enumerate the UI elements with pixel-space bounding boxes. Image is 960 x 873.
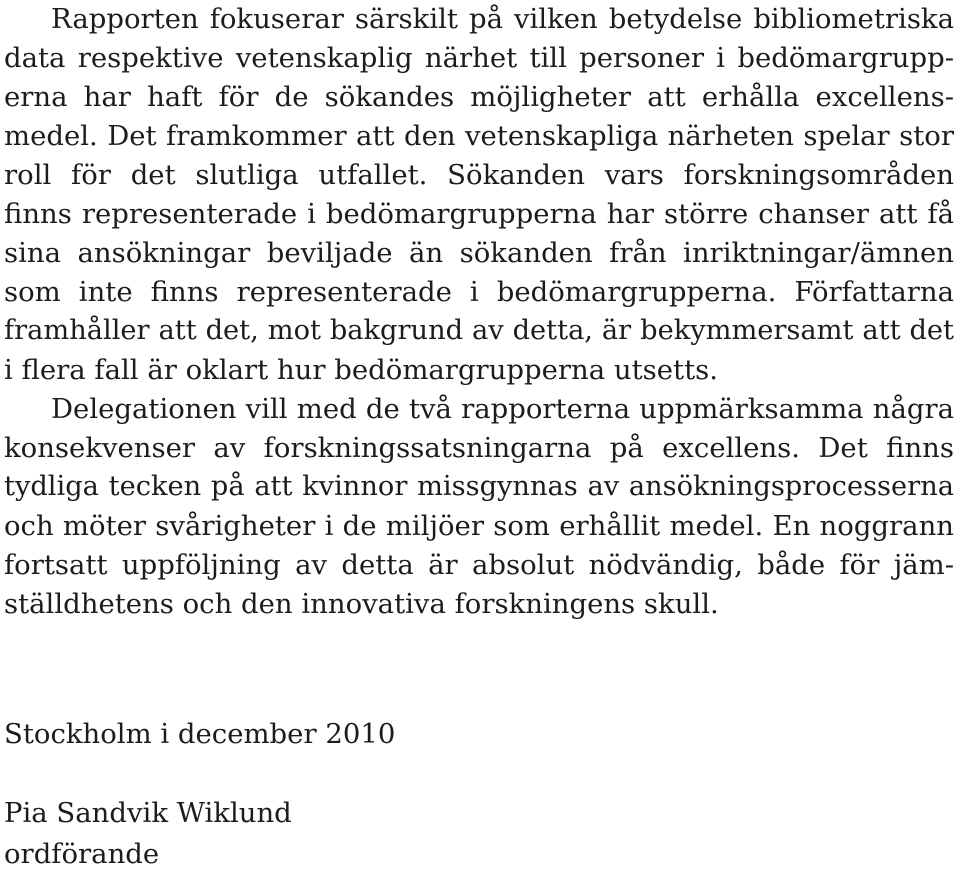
paragraph-1-line-10: i flera fall är oklart hur bedömargrupperna utsetts. xyxy=(4,354,718,386)
signatory-role: ordförande xyxy=(4,838,160,870)
place-and-date: Stockholm i december 2010 xyxy=(4,718,396,750)
paragraph-2-line-1: Delegationen vill med de två rapporterna uppmärksamma några xyxy=(51,393,954,425)
signatory-name: Pia Sandvik Wiklund xyxy=(4,797,292,829)
paragraph-1-line-9: framhåller att det, mot bakgrund av detta, är bekymmersamt att det xyxy=(4,315,954,346)
paragraph-2-line-4: och möter svårigheter i de miljöer som erhållit medel. En noggrann xyxy=(4,510,954,542)
paragraph-1-line-8: som inte finns representerade i bedömargrupperna. Författarna xyxy=(4,276,954,308)
paragraph-2-line-2: konsekvenser av forskningssatsningarna på excellens. Det finns xyxy=(4,432,954,464)
paragraph-2-line-3: tydliga tecken på att kvinnor missgynnas av ansökningsprocesserna xyxy=(4,471,954,502)
paragraph-1-line-6: finns representerade i bedömargrupperna har större chanser att få xyxy=(4,198,954,230)
paragraph-1-line-5: roll för det slutliga utfallet. Sökanden vars forskningsområden xyxy=(4,159,954,191)
paragraph-1-line-7: sina ansökningar beviljade än sökanden från inriktningar/ämnen xyxy=(4,237,954,269)
paragraph-1-line-3: erna har haft för de sökandes möjligheter att erhålla excellens- xyxy=(4,81,954,113)
paragraph-2-line-5: fortsatt uppföljning av detta är absolut nödvändig, både för jäm- xyxy=(4,549,954,581)
paragraph-1-line-2: data respektive vetenskaplig närhet till personer i bedömargrupp- xyxy=(4,42,954,74)
paragraph-1-line-4: medel. Det framkommer att den vetenskapliga närheten spelar stor xyxy=(4,120,954,152)
paragraph-1-line-1: Rapporten fokuserar särskilt på vilken betydelse bibliometriska xyxy=(51,3,954,35)
paragraph-2-line-6: ställdhetens och den innovativa forskningens skull. xyxy=(4,588,719,620)
